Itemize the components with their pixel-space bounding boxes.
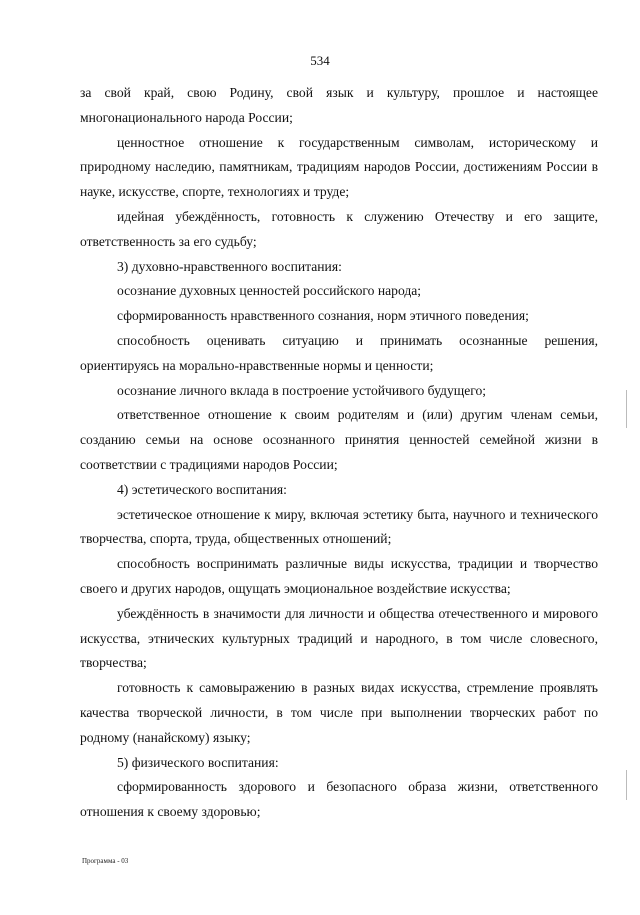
paragraph: осознание духовных ценностей российского народа;	[117, 283, 422, 299]
paragraph: за свой край, свою Родину, свой язык и культуру, прошлое и настоящее многонационального народа России;	[80, 85, 598, 125]
paragraph: осознание личного вклада в построение устойчивого будущего;	[117, 382, 487, 398]
paragraph: способность воспринимать различные виды искусства, традиции и творчество своего и других народов, ощущать эмоциональное воздействие искусства;	[80, 556, 598, 596]
scan-edge-mark	[626, 770, 627, 800]
paragraph: идейная убеждённость, готовность к служению Отечеству и его защите, ответственность за его судьбу;	[80, 208, 598, 249]
page-footer: Программа - 03	[82, 857, 129, 865]
document-body	[80, 81, 598, 825]
paragraph: готовность к самовыражению в разных видах искусства, стремление проявлять качества творческой личности, в том числе при выполнении творческих работ по родному (нанайскому) языку;	[80, 680, 598, 745]
paragraph: 5) физического воспитания:	[117, 754, 279, 770]
paragraph: ответственное отношение к своим родителям и (или) другим членам семьи, созданию семьи на основе осознанного принятия ценностей семейной жизни в соответствии с традициями народов России;	[80, 407, 598, 472]
paragraph: способность оценивать ситуацию и принимать осознанные решения, ориентируясь на морально-нравственные нормы и ценности;	[80, 332, 598, 373]
paragraph: сформированность здорового и безопасного образа жизни, ответственного отношения к своему здоровью;	[80, 779, 598, 820]
paragraph: ценностное отношение к государственным символам, историческому и природному наследию, памятникам, традициям народов России, достижениям России в науке, искусстве, спорте, технологиях и труде;	[80, 134, 598, 200]
paragraph: 4) эстетического воспитания:	[117, 481, 287, 497]
scan-edge-mark	[626, 390, 627, 428]
paragraph: 3) духовно-нравственного воспитания:	[117, 258, 342, 274]
page-number: 534	[310, 53, 330, 68]
paragraph: сформированность нравственного сознания, норм этичного поведения;	[117, 308, 529, 324]
paragraph: убеждённость в значимости для личности и общества отечественного и мирового искусства, этнических культурных традиций и народного, в том числе словесного, творчества;	[80, 605, 598, 671]
paragraph: эстетическое отношение к миру, включая эстетику быта, научного и технического творчества, спорта, труда, общественных отношений;	[80, 506, 598, 547]
